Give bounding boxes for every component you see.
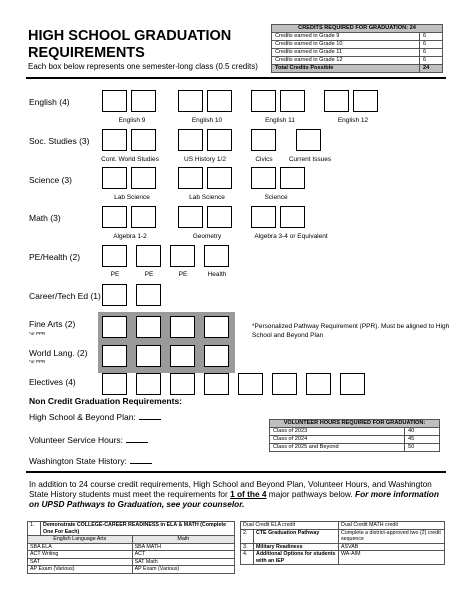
pe-health-box[interactable] <box>204 245 229 267</box>
science-caption: Science <box>264 194 288 201</box>
hsbp-label: High School & Beyond Plan: <box>29 412 136 422</box>
pe-caption: PE <box>110 271 120 278</box>
credits-heading: CREDITS REQUIRED FOR GRADUATION: 24 <box>272 25 443 33</box>
pathway-name: CTE Graduation Pathway <box>254 529 339 543</box>
career-tech-box[interactable] <box>136 284 161 306</box>
cell: Dual Credit ELA credit <box>241 522 339 530</box>
world-lang-box[interactable] <box>170 345 195 367</box>
social-studies-box[interactable] <box>207 129 232 151</box>
world-lang-box[interactable] <box>102 345 127 367</box>
pathways-intro <box>29 479 449 509</box>
english-caption: English 10 <box>191 117 223 124</box>
subtitle: Each box below represents one semester-long class (0.5 credits) <box>28 62 258 71</box>
english-box[interactable] <box>251 90 276 112</box>
science-box[interactable] <box>131 167 156 189</box>
row-value: 6 <box>420 41 443 49</box>
electives-box[interactable] <box>340 373 365 395</box>
table-row <box>28 543 235 551</box>
table-row <box>241 543 445 551</box>
world-lang-box[interactable] <box>204 345 229 367</box>
volunteer-label: Volunteer Service Hours: <box>29 435 124 445</box>
header-divider <box>26 77 446 79</box>
cell: ACT <box>132 551 234 559</box>
fine-arts-box[interactable] <box>170 316 195 338</box>
science-caption: Lab Science <box>114 194 150 201</box>
col-header-math: Math <box>132 536 234 544</box>
cell: SAT Math <box>132 558 234 566</box>
cell: AP Exam (Various) <box>132 566 234 574</box>
pathways-italic: For more information on UPSD Pathways to Graduation, see your counselor. <box>29 489 439 509</box>
science-box[interactable] <box>102 167 127 189</box>
row-value: 6 <box>420 49 443 57</box>
math-box[interactable] <box>251 206 276 228</box>
row-label: Class of 2023 <box>270 428 405 436</box>
social-studies-box[interactable] <box>296 129 321 151</box>
world-lang-box[interactable] <box>136 345 161 367</box>
career-tech-label: Career/Tech Ed (1) <box>29 291 101 301</box>
english-box[interactable] <box>353 90 378 112</box>
row-value: 6 <box>420 33 443 41</box>
wa-history-blank[interactable] <box>130 455 152 464</box>
pathway-1-table <box>27 521 235 574</box>
table-row <box>28 551 235 559</box>
pathway-detail: ASVAB <box>339 543 445 551</box>
pathways-text-1: In addition to 24 course credit requirements, High School and Beyond Plan, Volunteer Hours, and Washington State History students must meet the requirements for <box>29 479 432 499</box>
table-row <box>272 41 443 49</box>
social-caption: Cont. World Studies <box>101 156 159 163</box>
pathway-detail: WA-AIM <box>339 551 445 565</box>
title-line-1: HIGH SCHOOL GRADUATION <box>28 28 232 44</box>
science-box[interactable] <box>207 167 232 189</box>
pathway-num: 1. <box>28 522 41 536</box>
science-box[interactable] <box>178 167 203 189</box>
english-box[interactable] <box>207 90 232 112</box>
volunteer-table <box>269 419 440 452</box>
fine-arts-box[interactable] <box>136 316 161 338</box>
electives-box[interactable] <box>170 373 195 395</box>
col-header-ela: English Language Arts <box>28 536 133 544</box>
pathway-2-4-table <box>240 521 445 565</box>
title-line-2: REQUIREMENTS <box>28 45 145 61</box>
table-row <box>28 566 235 574</box>
table-row <box>270 428 440 436</box>
math-box[interactable] <box>280 206 305 228</box>
table-row <box>241 551 445 565</box>
math-label: Math (3) <box>29 213 61 223</box>
math-box[interactable] <box>102 206 127 228</box>
electives-box[interactable] <box>102 373 127 395</box>
table-row <box>272 33 443 41</box>
english-box[interactable] <box>178 90 203 112</box>
fine-arts-box[interactable] <box>102 316 127 338</box>
credits-table <box>271 24 443 73</box>
wa-history-item <box>29 455 152 466</box>
pe-health-box[interactable] <box>136 245 161 267</box>
social-studies-label: Soc. Studies (3) <box>29 136 90 146</box>
fine-arts-box[interactable] <box>204 316 229 338</box>
math-box[interactable] <box>131 206 156 228</box>
english-caption: English 12 <box>337 117 369 124</box>
english-box[interactable] <box>102 90 127 112</box>
science-caption: Lab Science <box>189 194 225 201</box>
non-credit-title: Non Credit Graduation Requirements: <box>29 396 183 406</box>
social-caption: Civics <box>255 156 273 163</box>
math-caption: Algebra 1-2 <box>113 233 147 240</box>
pathways-text-2: major pathways below. <box>266 489 356 499</box>
math-box[interactable] <box>178 206 203 228</box>
pe-health-box[interactable] <box>102 245 127 267</box>
science-box[interactable] <box>280 167 305 189</box>
table-row <box>272 49 443 57</box>
ppr-note: *Personalized Pathway Requirement (PPR). Must be aligned to High School and Beyond Plan <box>252 323 450 339</box>
english-box[interactable] <box>324 90 349 112</box>
fine-arts-ppr-note: *or PPR <box>29 331 46 336</box>
social-studies-box[interactable] <box>131 129 156 151</box>
english-label: English (4) <box>29 97 70 107</box>
table-row <box>272 57 443 65</box>
pe-caption: PE <box>178 271 188 278</box>
math-caption: Algebra 3-4 or Equivalent <box>254 233 328 240</box>
row-label: Class of 2025 and Beyond <box>270 444 405 452</box>
electives-box[interactable] <box>306 373 331 395</box>
page-title <box>28 28 258 62</box>
wa-history-label: Washington State History: <box>29 456 127 466</box>
volunteer-blank[interactable] <box>126 434 148 443</box>
pe-health-label: PE/Health (2) <box>29 252 81 262</box>
pathway-name: Additional Options for students with an IEP <box>254 551 339 565</box>
social-studies-box[interactable] <box>102 129 127 151</box>
electives-box[interactable] <box>238 373 263 395</box>
pathway-num: 2. <box>241 529 254 543</box>
table-row <box>28 558 235 566</box>
row-label: Credits earned in Grade 11 <box>272 49 420 57</box>
table-row <box>270 444 440 452</box>
pathways-emphasis: 1 of the 4 <box>230 489 267 499</box>
total-label: Total Credits Possible <box>272 65 420 73</box>
world-lang-ppr-note: *or PPR <box>29 359 46 364</box>
electives-box[interactable] <box>204 373 229 395</box>
english-box[interactable] <box>280 90 305 112</box>
row-value: 6 <box>420 57 443 65</box>
volunteer-item <box>29 434 148 445</box>
fine-arts-label: Fine Arts (2) <box>29 319 76 329</box>
english-box[interactable] <box>131 90 156 112</box>
total-row <box>272 65 443 73</box>
table-row <box>270 436 440 444</box>
social-caption: Current Issues <box>288 156 332 163</box>
pe-caption: PE <box>144 271 154 278</box>
english-caption: English 9 <box>118 117 146 124</box>
world-lang-label: World Lang. (2) <box>29 348 88 358</box>
career-tech-box[interactable] <box>102 284 127 306</box>
math-caption: Geometry <box>192 233 222 240</box>
row-value: 40 <box>405 428 440 436</box>
pathway-num: 3. <box>241 543 254 551</box>
section-divider <box>26 471 446 473</box>
social-studies-box[interactable] <box>251 129 276 151</box>
pathway-detail: Complete a district-approved two (2) credit sequence <box>339 529 445 543</box>
pe-caption: Health <box>207 271 227 278</box>
pe-health-box[interactable] <box>170 245 195 267</box>
cell: ACT Writing <box>28 551 133 559</box>
cell: AP Exam (Various) <box>28 566 133 574</box>
row-label: Credits earned in Grade 10 <box>272 41 420 49</box>
table-row <box>241 522 445 530</box>
social-studies-box[interactable] <box>178 129 203 151</box>
hsbp-item <box>29 411 161 422</box>
cell: SBA ELA <box>28 543 133 551</box>
science-box[interactable] <box>251 167 276 189</box>
hsbp-blank[interactable] <box>139 411 161 420</box>
electives-box[interactable] <box>272 373 297 395</box>
volunteer-heading: VOLUNTEER HOURS REQUIRED FOR GRADUATION: <box>270 420 440 428</box>
electives-label: Electives (4) <box>29 377 76 387</box>
social-caption: US History 1/2 <box>184 156 226 163</box>
cell: SAT <box>28 558 133 566</box>
table-row <box>241 529 445 543</box>
english-caption: English 11 <box>265 117 295 124</box>
row-label: Class of 2024 <box>270 436 405 444</box>
row-value: 45 <box>405 436 440 444</box>
pathway-name: Military Readiness <box>254 543 339 551</box>
science-label: Science (3) <box>29 175 72 185</box>
row-label: Credits earned in Grade 12 <box>272 57 420 65</box>
pathway-num: 4. <box>241 551 254 565</box>
cell: Dual Credit MATH credit <box>339 522 445 530</box>
electives-box[interactable] <box>136 373 161 395</box>
total-value: 24 <box>420 65 443 73</box>
row-value: 50 <box>405 444 440 452</box>
pathway-heading: Demonstrate COLLEGE-CAREER READINESS in ELA & MATH (Complete One For Each) <box>41 522 235 536</box>
row-label: Credits earned in Grade 9 <box>272 33 420 41</box>
cell: SBA MATH <box>132 543 234 551</box>
math-box[interactable] <box>207 206 232 228</box>
